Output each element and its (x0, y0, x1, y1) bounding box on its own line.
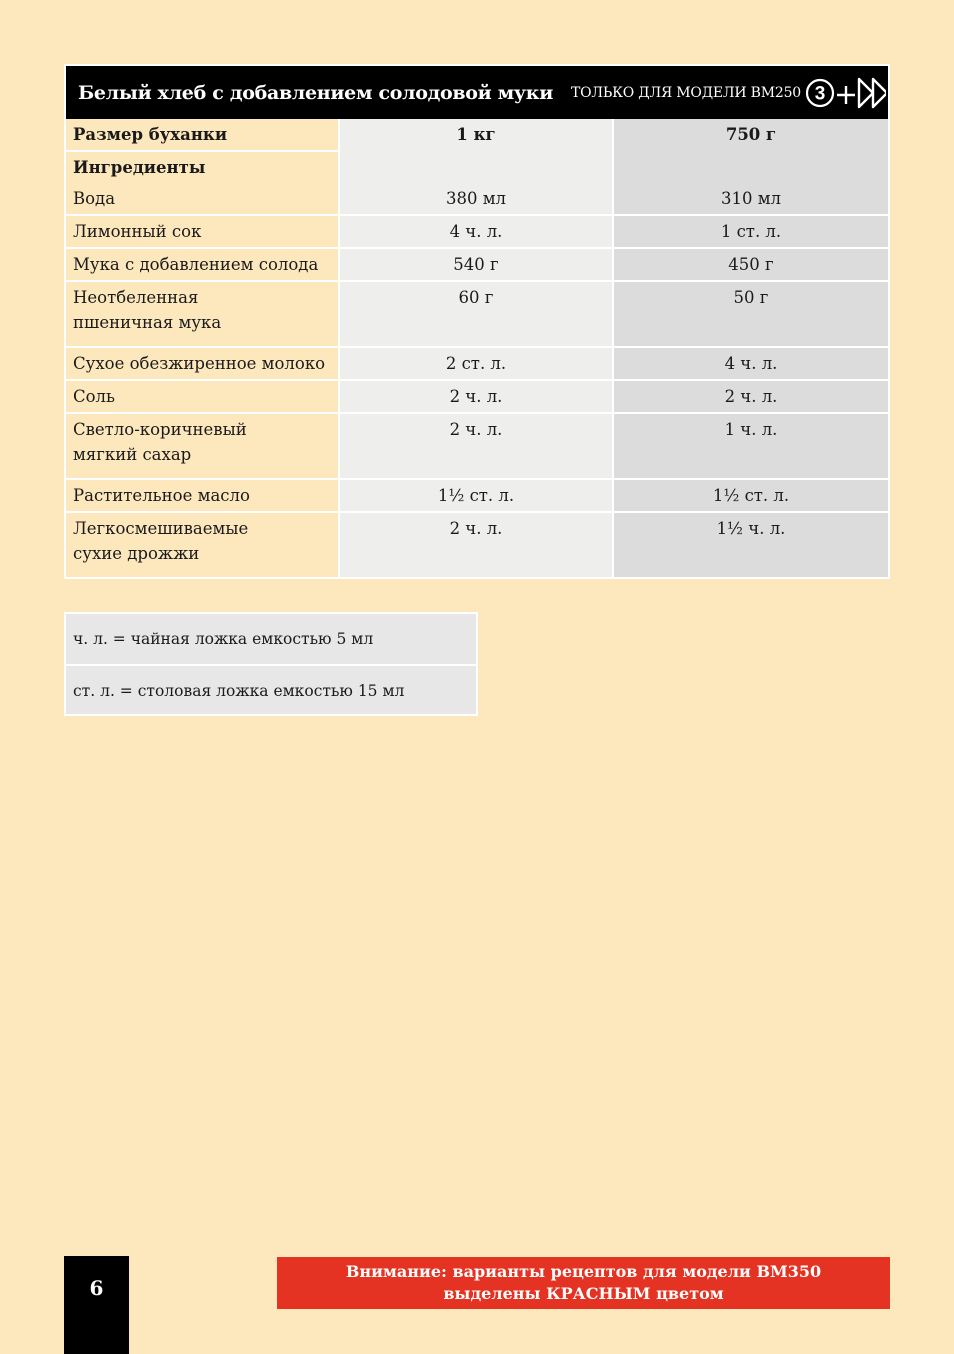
amount-1kg: 4 ч. л. (340, 216, 614, 247)
ingredient-row (66, 183, 888, 214)
amount-750g: 1 ч. л. (614, 414, 888, 478)
ingredient-name: Светло-коричневый мягкий сахар (66, 414, 340, 478)
ingredient-name: Мука с добавлением солода (66, 249, 340, 280)
recipe-table (64, 64, 890, 579)
model-warning-banner (277, 1257, 890, 1309)
page-number-box (64, 1256, 129, 1354)
ingredients-label: Ингредиенты (66, 150, 338, 183)
circled-3-icon (805, 78, 835, 108)
amount-750g: 1 ст. л. (614, 216, 888, 247)
ingredient-name: Лимонный сок (66, 216, 340, 247)
program-icons (805, 76, 888, 110)
amount-1kg: 2 ч. л. (340, 381, 614, 412)
note-tablespoon: ст. л. = столовая ложка емкостью 15 мл (66, 664, 476, 714)
ingredient-row (66, 511, 888, 577)
size-label: Размер буханки (66, 119, 338, 150)
ingredient-row (66, 247, 888, 280)
model-note: ТОЛЬКО ДЛЯ МОДЕЛИ BM250 (570, 84, 802, 101)
size-750g: 750 г (614, 119, 888, 183)
ingredient-row (66, 379, 888, 412)
program-number: 3 (814, 83, 826, 104)
amount-1kg: 2 ст. л. (340, 348, 614, 379)
amount-750g: 450 г (614, 249, 888, 280)
recipe-title: Белый хлеб с добавлением солодовой муки (78, 81, 553, 104)
warning-line-1: Внимание: варианты рецептов для модели BM350 (345, 1262, 822, 1281)
size-1kg: 1 кг (340, 119, 614, 183)
note-teaspoon: ч. л. = чайная ложка емкостью 5 мл (73, 630, 374, 648)
ingredient-name: Соль (66, 381, 340, 412)
warning-line-2: выделены КРАСНЫМ цветом (443, 1284, 724, 1303)
ingredient-name: Растительное масло (66, 480, 340, 511)
ingredient-row (66, 412, 888, 478)
ingredient-name: Неотбеленная пшеничная мука (66, 282, 340, 346)
page-number: 6 (89, 1276, 104, 1300)
ingredient-name: Легкосмешиваемые сухие дрожжи (66, 513, 340, 577)
size-row (66, 119, 888, 183)
amount-750g: 1½ ч. л. (614, 513, 888, 577)
fast-forward-icon (857, 76, 888, 110)
ingredient-name: Сухое обезжиренное молоко (66, 348, 340, 379)
plus-icon (835, 78, 857, 108)
amount-1kg: 540 г (340, 249, 614, 280)
amount-750g: 50 г (614, 282, 888, 346)
ingredient-name: Вода (66, 183, 340, 214)
ingredient-row (66, 214, 888, 247)
abbreviation-notes (64, 612, 478, 716)
amount-750g: 1½ ст. л. (614, 480, 888, 511)
amount-750g: 2 ч. л. (614, 381, 888, 412)
ingredient-row (66, 280, 888, 346)
amount-1kg: 2 ч. л. (340, 414, 614, 478)
amount-1kg: 380 мл (340, 183, 614, 214)
amount-1kg: 2 ч. л. (340, 513, 614, 577)
ingredient-row (66, 478, 888, 511)
recipe-header (66, 66, 888, 119)
ingredient-row (66, 346, 888, 379)
amount-750g: 4 ч. л. (614, 348, 888, 379)
amount-1kg: 60 г (340, 282, 614, 346)
amount-1kg: 1½ ст. л. (340, 480, 614, 511)
amount-750g: 310 мл (614, 183, 888, 214)
